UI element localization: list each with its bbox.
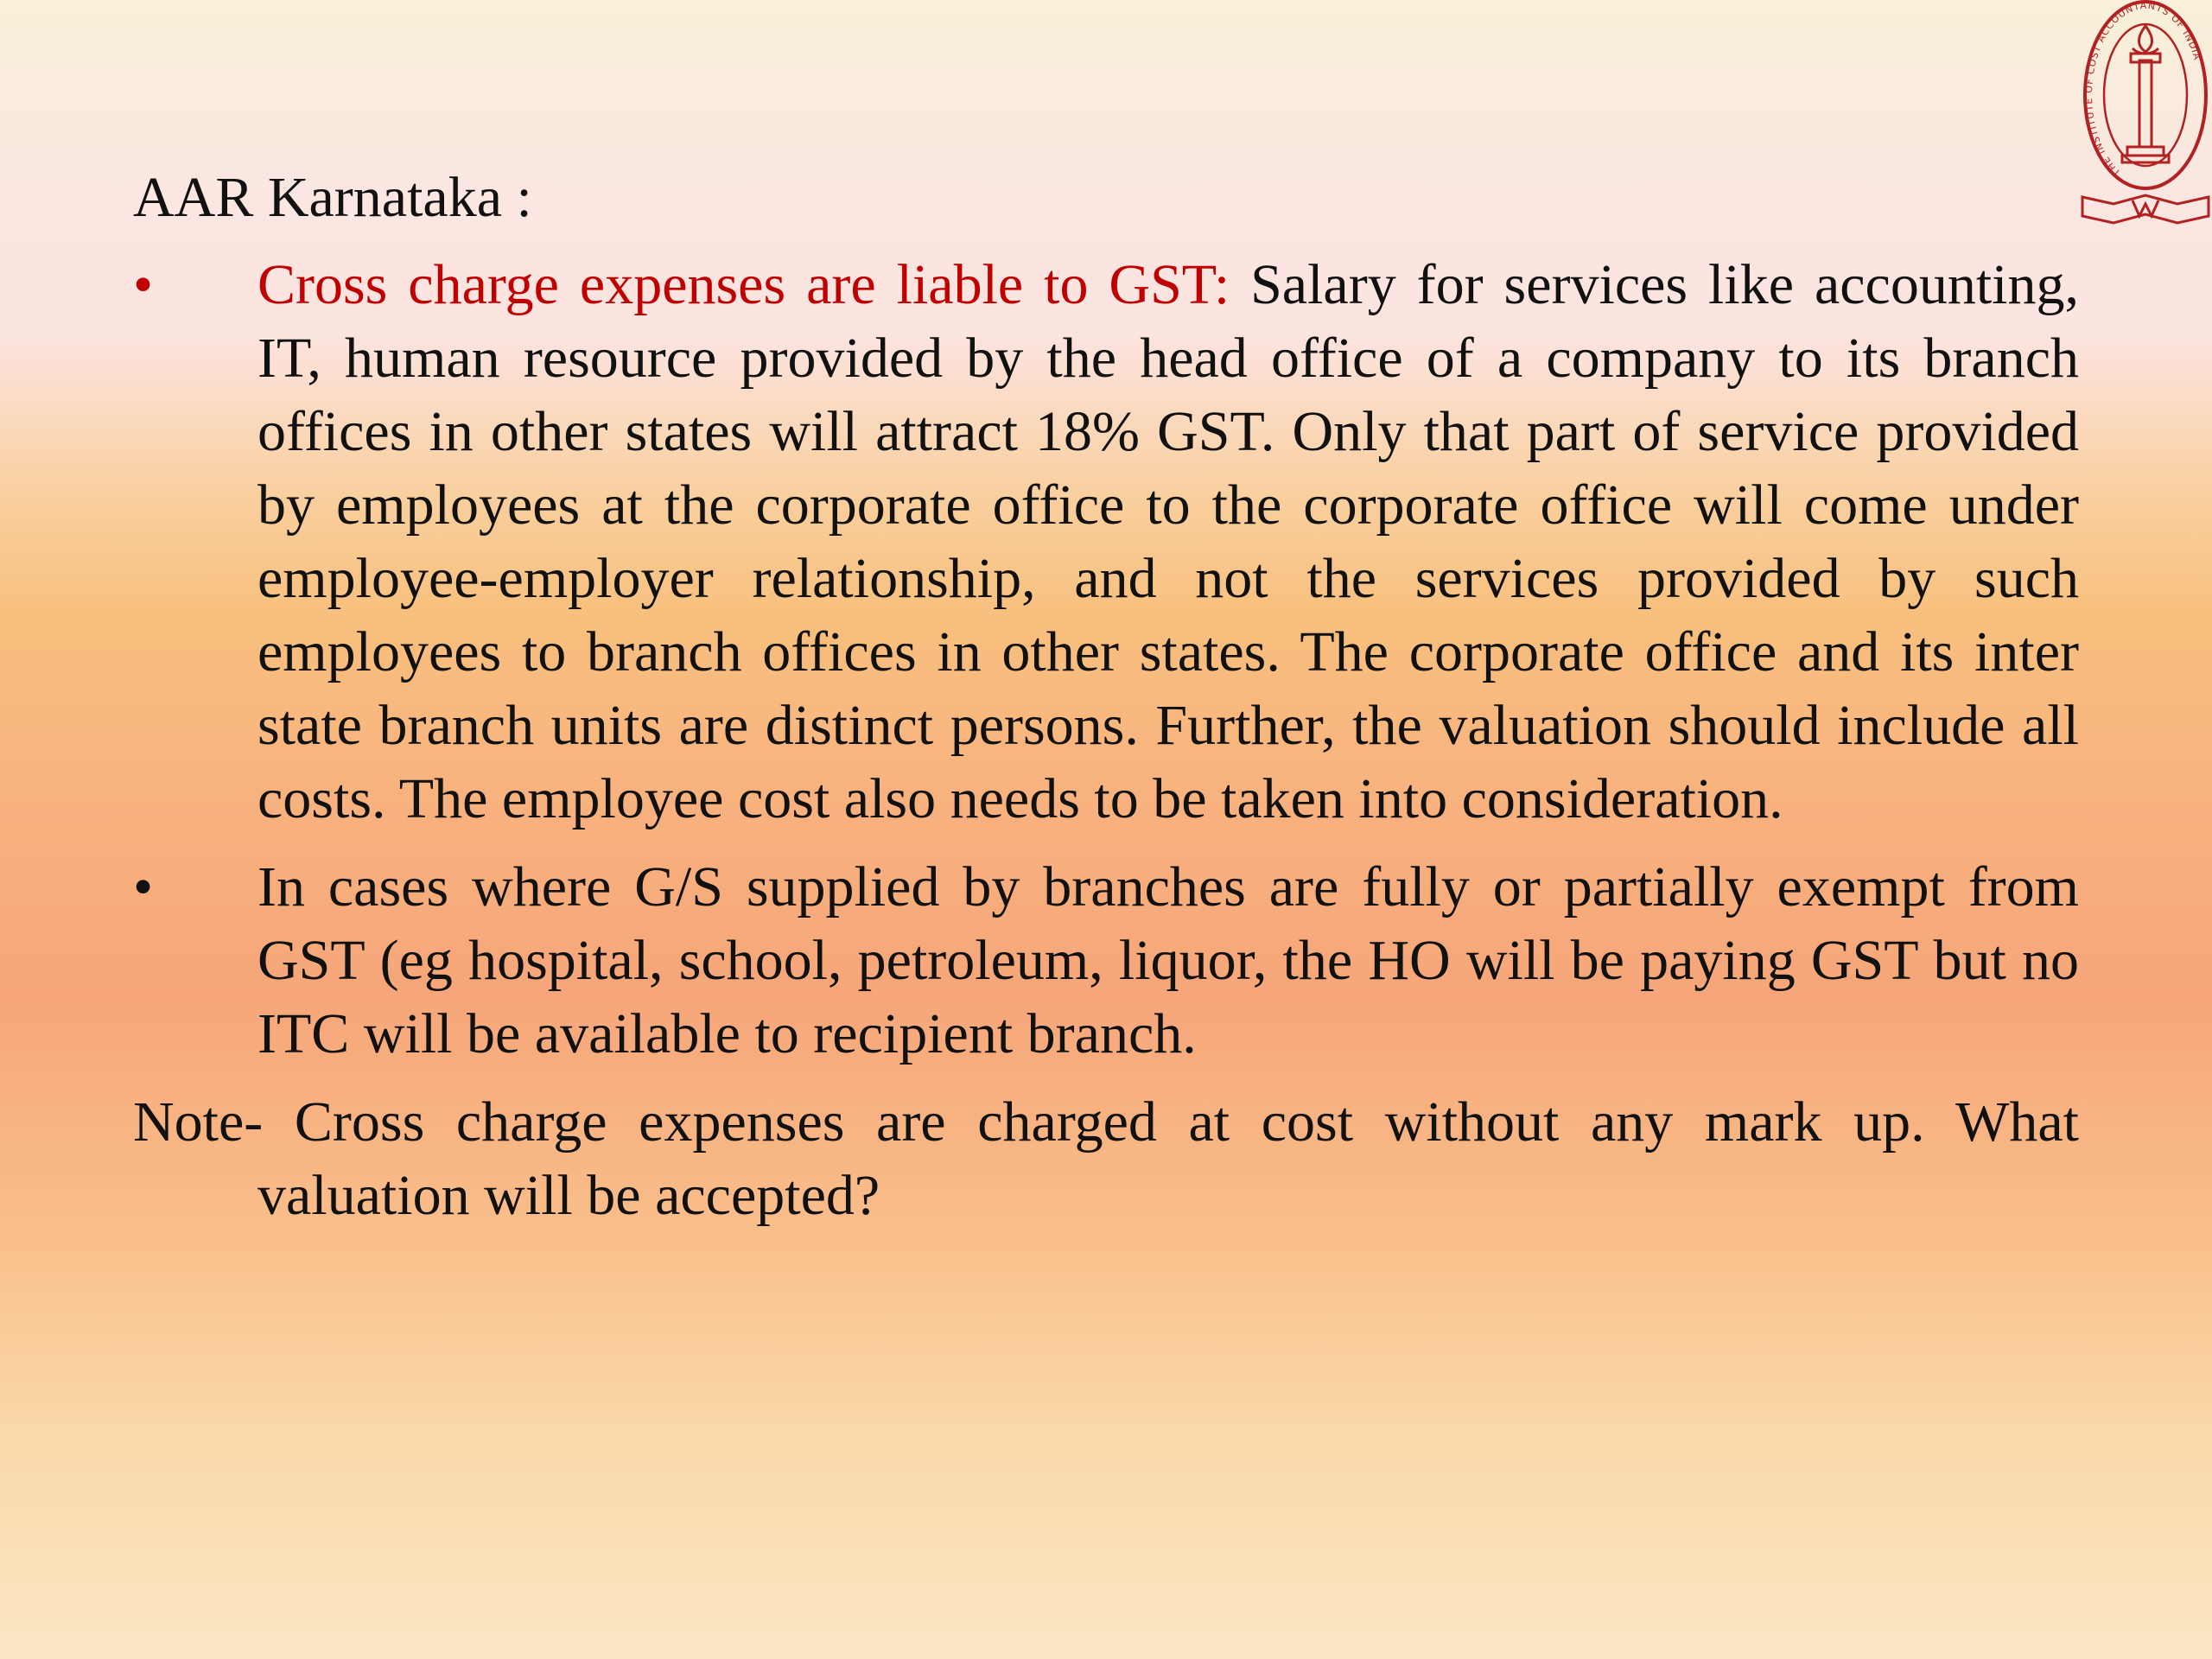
slide-heading: AAR Karnataka : — [133, 166, 532, 229]
institute-logo — [2079, 0, 2212, 226]
bullet-highlight-text: Cross charge expenses are liable to GST: — [257, 253, 1230, 316]
note-text: Note- Cross charge expenses are charged at cost without any mark up. What valuation will be accepted? — [133, 1090, 2079, 1227]
bullet-item — [133, 850, 2079, 1071]
bullet-body-text: In cases where G/S supplied by branches are fully or partially exempt from GST (eg hospital, school, petroleum, liquor, the HO will be paying GST but no ITC will be available to recipient branch. — [257, 855, 2079, 1065]
slide-content — [133, 161, 2079, 1232]
bullet-marker: • — [133, 855, 154, 918]
bullet-marker: • — [133, 253, 154, 316]
bullet-body-text: Salary for services like accounting, IT, human resource provided by the head office of a company to its branch offices in other states will attract 18% GST. Only that part of service provided by employees at the corporate office to the corporate office will come under employee-employer relationship, and not the services provided by such employees to branch offices in other states. The corporate office and its inter state branch units are distinct persons. Further, the valuation should include all costs. The employee cost also needs to be taken into consideration. — [257, 253, 2079, 830]
svg-text:THE INSTITUTE OF COST ACCOUNTA: THE INSTITUTE OF COST ACCOUNTANTS OF INDIA — [2083, 0, 2203, 179]
bullet-item — [133, 248, 2079, 836]
